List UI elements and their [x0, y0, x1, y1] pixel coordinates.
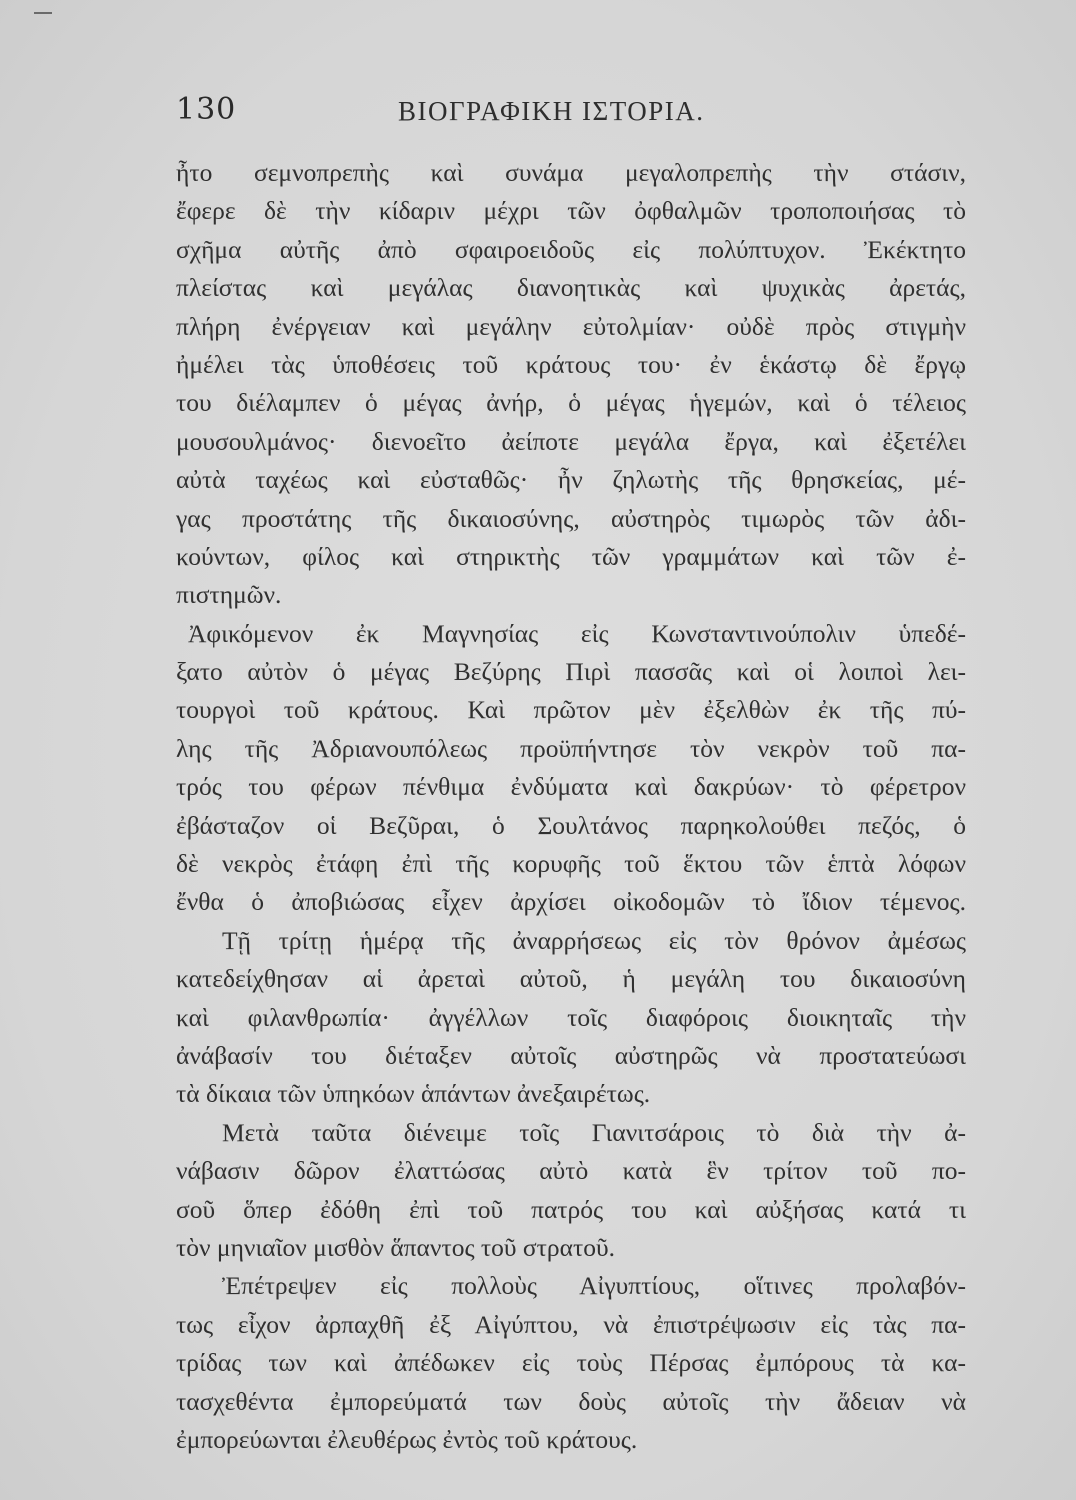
text-line: τρίδας των καὶ ἀπέδωκεν εἰς τοὺς Πέρσας ἐμπόρους τὰ κα- [176, 1348, 966, 1378]
page-number: 130 [176, 92, 237, 127]
text-line: Τῇ τρίτῃ ἡμέρᾳ τῆς ἀναρρήσεως εἰς τὸν θρόνον ἀμέσως [222, 925, 966, 955]
text-line: τὰ δίκαια τῶν ὑπηκόων ἁπάντων ἀνεξαιρέτως. [176, 1079, 651, 1109]
text-line: μουσουλμάνος· διενοεῖτο ἀείποτε μεγάλα ἔργα, καὶ ἐξετέλει [176, 426, 966, 456]
text-line: του διέλαμπεν ὁ μέγας ἀνήρ, ὁ μέγας ἡγεμών, καὶ ὁ τέλειος [176, 388, 966, 418]
paragraph [176, 615, 966, 922]
body-text [176, 154, 966, 1459]
text-line: Μετὰ ταῦτα διένειμε τοῖς Γιανιτσάροις τὸ διὰ τὴν ἀ- [222, 1117, 966, 1147]
text-line: πλείστας καὶ μεγάλας διανοητικὰς καὶ ψυχικὰς ἀρετάς, [176, 273, 966, 303]
text-line: τὸν μηνιαῖον μισθὸν ἅπαντος τοῦ στρατοῦ. [176, 1232, 615, 1262]
text-line: σοῦ ὅπερ ἐδόθη ἐπὶ τοῦ πατρός του καὶ αὐξήσας κατά τι [176, 1194, 966, 1224]
paragraph [176, 922, 966, 1114]
text-line: ξατο αὐτὸν ὁ μέγας Βεζύρης Πιρὶ πασσᾶς καὶ οἱ λοιποὶ λει- [176, 657, 966, 687]
text-line: ἔφερε δὲ τὴν κίδαριν μέχρι τῶν ὀφθαλμῶν τροποποιήσας τὸ [176, 196, 966, 226]
text-line: ἔνθα ὁ ἀποβιώσας εἶχεν ἀρχίσει οἰκοδομῶν τὸ ἴδιον τέμενος. [176, 887, 966, 917]
text-line: τρός του φέρων πένθιμα ἐνδύματα καὶ δακρύων· τὸ φέρετρον [176, 772, 966, 802]
text-line: ἦτο σεμνοπρεπὴς καὶ συνάμα μεγαλοπρεπὴς τὴν στάσιν, [176, 158, 966, 187]
text-line: τασχεθέντα ἐμπορεύματά των δοὺς αὐτοῖς τὴν ἄδειαν νὰ [176, 1386, 966, 1416]
text-line: σχῆμα αὐτῆς ἀπὸ σφαιροειδοῦς εἰς πολύπτυχον. Ἐκέκτητο [176, 234, 966, 264]
text-line: ἐβάσταζον οἱ Βεζῦραι, ὁ Σουλτάνος παρηκολούθει πεζός, ὁ [176, 810, 966, 840]
text-line: τως εἶχον ἀρπαχθῆ ἐξ Αἰγύπτου, νὰ ἐπιστρέψωσιν εἰς τὰς πα- [176, 1309, 966, 1339]
text-line: λης τῆς Ἀδριανουπόλεως προϋπήντησε τὸν νεκρὸν τοῦ πα- [176, 733, 966, 763]
corner-mark [34, 12, 52, 14]
text-line: ἐμπορεύωνται ἐλευθέρως ἐντὸς τοῦ κράτους. [176, 1424, 638, 1454]
text-line: ἠμέλει τὰς ὑποθέσεις τοῦ κράτους του· ἐν ἑκάστῳ δὲ ἔργῳ [176, 349, 966, 379]
text-line: καὶ φιλανθρωπία· ἀγγέλλων τοῖς διαφόροις διοικηταῖς τὴν [176, 1002, 966, 1032]
page-header [176, 92, 956, 136]
text-line: κατεδείχθησαν αἱ ἀρεταὶ αὐτοῦ, ἡ μεγάλη του δικαιοσύνη [176, 964, 966, 994]
text-line: πιστημῶν. [176, 580, 282, 610]
text-line: Ἀφικόμενον ἐκ Μαγνησίας εἰς Κωνσταντινούπολιν ὑπεδέ- [188, 618, 966, 648]
text-line: ἀνάβασίν του διέταξεν αὐτοῖς αὐστηρῶς νὰ προστατεύωσι [176, 1040, 966, 1070]
paragraph [176, 154, 966, 615]
text-line: δὲ νεκρὸς ἐτάφη ἐπὶ τῆς κορυφῆς τοῦ ἕκτου τῶν ἑπτὰ λόφων [176, 849, 966, 879]
text-line: γας προστάτης τῆς δικαιοσύνης, αὐστηρὸς τιμωρὸς τῶν ἀδι- [176, 503, 966, 533]
running-head: ΒΙΟΓΡΑΦΙΚΗ ΙΣΤΟΡΙΑ. [398, 96, 705, 126]
text-line: νάβασιν δῶρον ἐλαττώσας αὐτὸ κατὰ ἓν τρίτον τοῦ πο- [176, 1156, 966, 1186]
paragraph [176, 1114, 966, 1268]
text-line: αὐτὰ ταχέως καὶ εὐσταθῶς· ἦν ζηλωτὴς τῆς θρησκείας, μέ- [176, 465, 966, 495]
text-line: πλήρη ἐνέργειαν καὶ μεγάλην εὐτολμίαν· οὐδὲ πρὸς στιγμὴν [176, 311, 966, 341]
text-line: τουργοὶ τοῦ κράτους. Καὶ πρῶτον μὲν ἐξελθὼν ἐκ τῆς πύ- [176, 695, 966, 725]
text-line: Ἐπέτρεψεν εἰς πολλοὺς Αἰγυπτίους, οἵτινες προλαβόν- [222, 1271, 966, 1301]
text-line: κούντων, φίλος καὶ στηρικτὴς τῶν γραμμάτων καὶ τῶν ἐ- [176, 541, 966, 571]
paragraph [176, 1267, 966, 1459]
